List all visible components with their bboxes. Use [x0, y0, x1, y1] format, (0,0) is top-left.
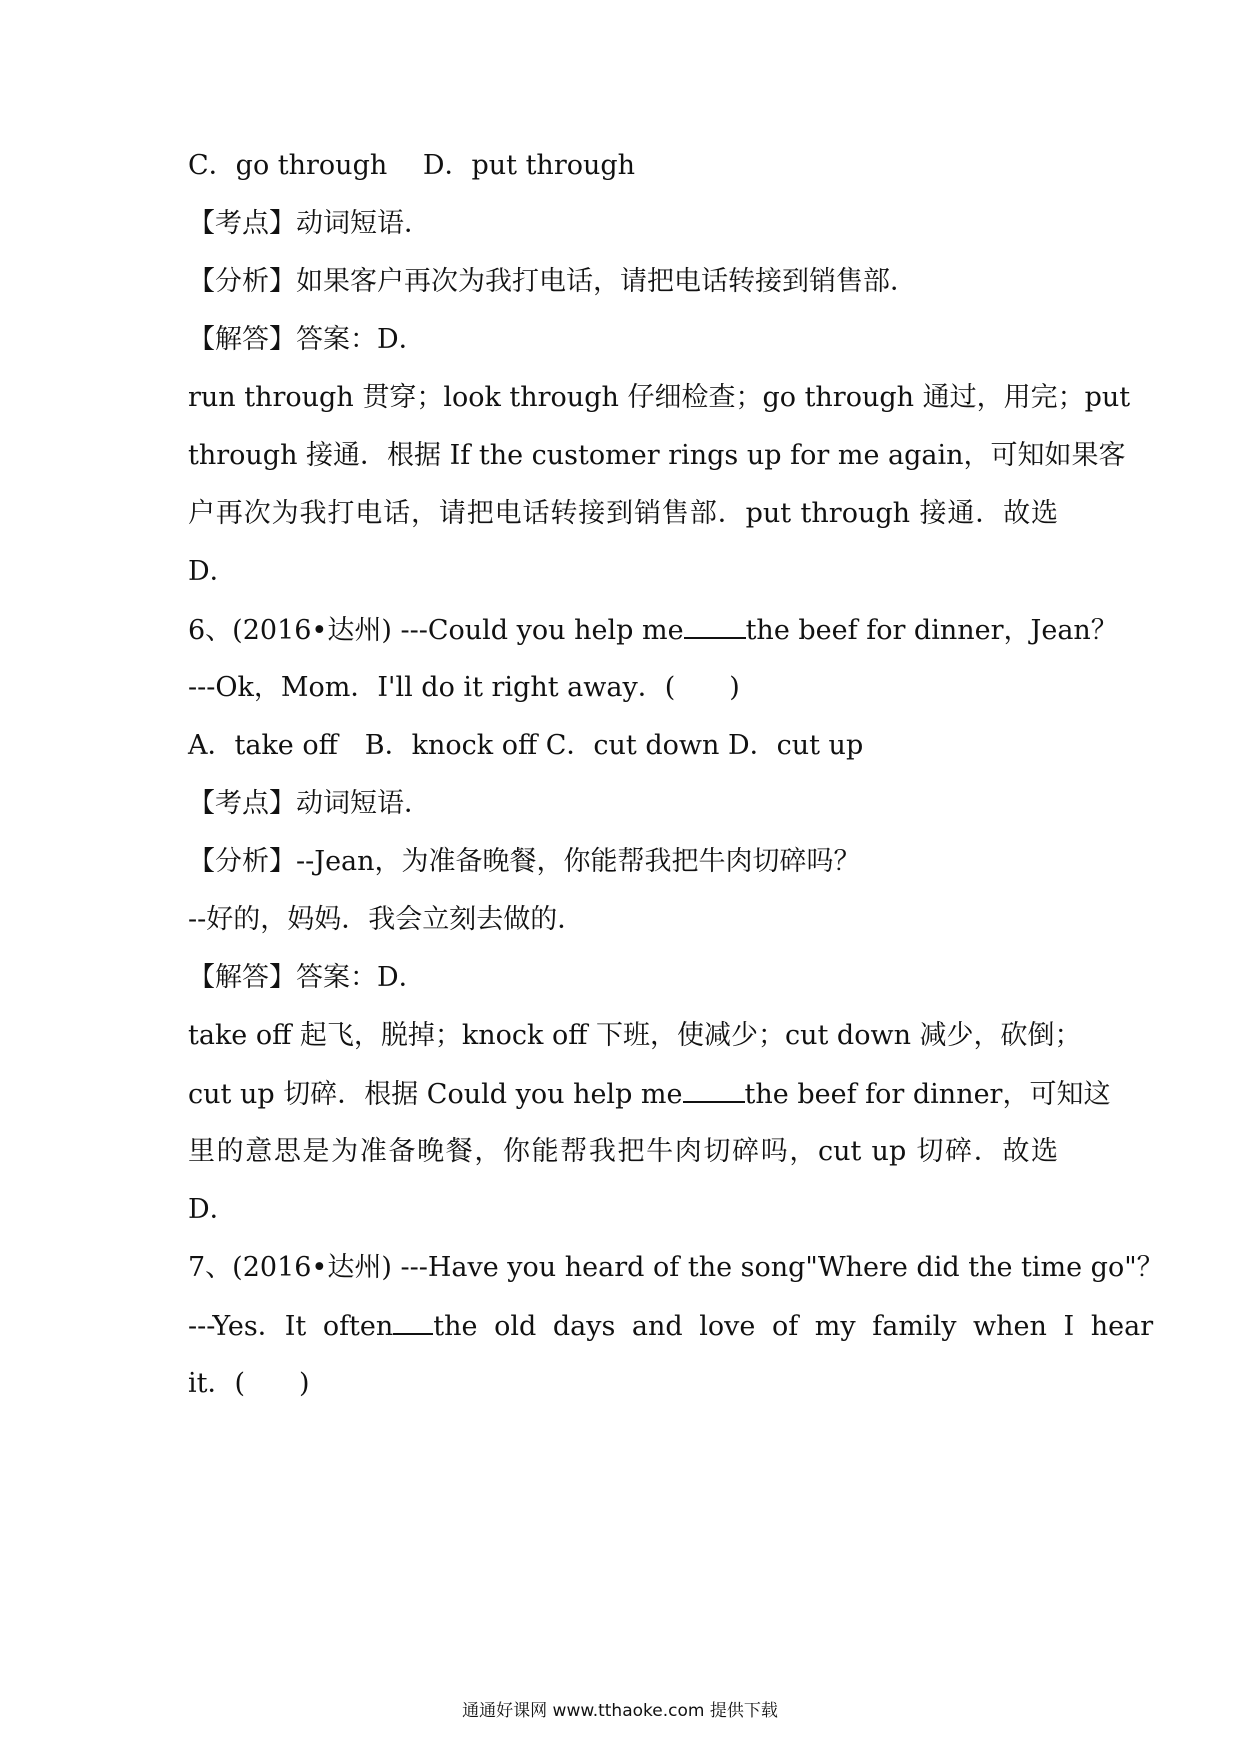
explanation-text-end: the beef for dinner，可知这 [744, 1079, 1111, 1110]
kaodian-line: 【考点】动词短语． [188, 788, 431, 819]
explanation-line-1: take off 起飞，脱掉；knock off 下班，使减少；cut down 减少，砍倒； [188, 1020, 1082, 1051]
question-7-reply-end: the old days and love of my family when I hear [433, 1311, 1154, 1342]
explanation-line-3: 户再次为我打电话，请把电话转接到销售部．put through 接通．故选 [188, 498, 1058, 529]
explanation-line-4: D． [188, 556, 237, 587]
fenxi-line: 【分析】如果客户再次为我打电话，请把电话转接到销售部． [188, 266, 917, 297]
option-line-c-d: C．go through D．put through [188, 150, 636, 181]
explanation-line-4: D． [188, 1194, 237, 1225]
question-7-reply [188, 1307, 1154, 1346]
kaodian-line: 【考点】动词短语． [188, 208, 431, 239]
question-6-stem-end: the beef for dinner，Jean？ [745, 615, 1118, 646]
answer-blank [684, 611, 746, 639]
question-6-line [188, 611, 1118, 650]
question-6-reply: ---Ok，Mom．I'll do it right away．( ) [188, 672, 740, 703]
jieda-line: 【解答】答案：D． [188, 324, 426, 355]
question-7-line: 7、(2016•达州) ---Have you heard of the song"Where did the time go"？ [188, 1252, 1164, 1283]
question-6-stem-start: 6、(2016•达州) ---Could you help me [188, 615, 684, 646]
explanation-line-2: through 接通．根据 If the customer rings up for me again，可知如果客 [188, 440, 1126, 471]
explanation-text-start: cut up 切碎．根据 Could you help me [188, 1079, 683, 1110]
explanation-line-2 [188, 1075, 1111, 1114]
answer-blank [683, 1075, 745, 1103]
question-6-options: A．take off B．knock off C．cut down D．cut up [188, 730, 864, 761]
fenxi-line-2: --好的，妈妈．我会立刻去做的． [188, 904, 585, 935]
question-7-reply-start: ---Yes．It often [188, 1311, 394, 1342]
fenxi-line: 【分析】--Jean，为准备晚餐，你能帮我把牛肉切碎吗？ [188, 846, 861, 877]
explanation-line-1: run through 贯穿；look through 仔细检查；go through 通过，用完；put [188, 382, 1131, 413]
answer-blank [393, 1307, 433, 1335]
page-footer: 通通好课网 www.tthaoke.com 提供下载 [462, 1701, 778, 1721]
jieda-line: 【解答】答案：D． [188, 962, 426, 993]
question-7-bracket: it．( ) [188, 1368, 310, 1399]
explanation-line-3: 里的意思是为准备晚餐，你能帮我把牛肉切碎吗，cut up 切碎．故选 [188, 1136, 1058, 1167]
